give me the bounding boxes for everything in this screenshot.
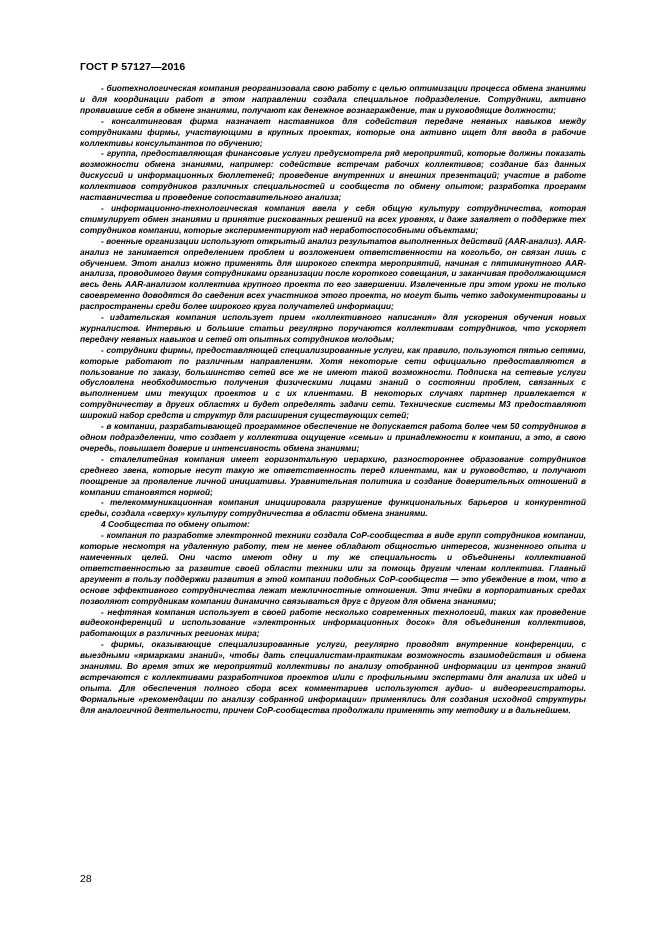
paragraph-services-conferences: - фирмы, оказывающие специализированные услуги, регулярно проводят внутренние конференции, с выездными «ярмарками знаний», чтобы дать специалистам-практикам возможность взаимодействия и обмена знаниями. Во время этих же мероприятий коллективы по анализу отобранной информации из центров знаний встречаются с коллективами разработчиков проектов и/или с профильными экспертами для анализа их идей и опыта. Для обеспечения полного сбора всех комментариев используются аудио- и видеорегистраторы. Формальные «рекомендации по анализу собранной информации» применялись для создания исходной структуры для аналогичной деятельности, причем CoP-сообщества продолжали применять эту методику и в дальнейшем. — [80, 639, 586, 715]
section-heading-communities: 4 Сообщества по обмену опытом: — [101, 519, 250, 530]
paragraph-oil: - нефтяная компания использует в своей работе несколько современных технологий, таких как проведение видеоконференций и использование «электронных информационных досок» для объединения коллективов, работающих в различных регионах мира; — [80, 606, 586, 639]
paragraph-software: - в компании, разрабатывающей программное обеспечение не допускается работа более чем 50 сотрудников в одном подразделении, что создает у коллектива ощущение «семьи» и принадлежности к компании, а это, в свою очередь, повышает доверие и интенсивность обмена знаниями; — [80, 421, 586, 453]
paragraph-electronics: - компания по разработке электронной техники создала CoP-сообщества в виде групп сотрудников компании, которые несмотря на удаленную работу, тем не менее обладают общностью интересов, жизненного опыта и намеченных целей. Они часто имеют одну и ту же специальность и объединены коллективной ответственностью за развитие своей области техники или за помощь другим членам коллектива. Главный аргумент в пользу поддержки развития в этой компании подобных CoP-сообществ — это убеждение в том, что в основе эффективного сотрудничества лежат межличностные отношения. Эти ячейки в корпоративных средах позволяют сотрудникам компании динамично связываться друг с другом для обмена знаниями; — [80, 530, 586, 606]
paragraph-financial: - группа, предоставляющая финансовые услуги предусмотрела ряд мероприятий, которые должны показать возможности обмена знаниями, например: содействие встречам рабочих коллективов; создание баз данных дискуссий и информационных бюллетеней; проведение внутренних и внешних презентаций; участие в работе коллективов сотрудников различных специальностей и сообществ по обмену опытом; разработка программ наставничества и проведение сопоставительного анализа; — [80, 148, 586, 203]
paragraph-military: - военные организации используют открытый анализ результатов выполненных действий (AAR-анализ). AAR-анализ не занимается определением проблем и возложением ответственности на когольбо, он связан лишь с обучением. Этот анализ можно применять для широкого спектра мероприятий, начиная с пятиминутного AAR-анализа, проводимого двумя сотрудниками организации после короткого совещания, и заканчивая продолжающимся весь день AAR-анализом коллектива крупного проекта по его завершении. Извлеченные при этом уроки не только своевременно доводятся до сведения всех участников этого проекта, но могут быть четко задокументированы и распространены среди более широкого круга получателей информации; — [80, 235, 586, 312]
page-number: 28 — [80, 873, 92, 885]
paragraph-steel: - сталелитейная компания имеет горизонтальную иерархию, разностороннее образование сотрудников среднего звена, которые несут такую же ответственность перед клиентами, как и руководство, и получают поощрение за проявление личной инициативы. Уравнительная политика и создание доверительных отношений в компании становятся нормой; — [80, 453, 586, 497]
paragraph-biotech: - биотехнологическая компания реорганизовала свою работу с целью оптимизации процесса обмена знаниями и для координации работ в этом направлении создала специальное подразделение. Сотрудники, активно проявившие себя в обмене знаниями, получают как денежное вознаграждение, так и руководящие должности; — [80, 83, 586, 115]
paragraph-telecom: - телекоммуникационная компания инициировала разрушение функциональных барьеров и конкурентной среды, создала «сверху» культуру сотрудничества в области обмена знаниями. — [80, 497, 586, 519]
body-text — [80, 83, 586, 716]
paragraph-it-company: - информационно-технологическая компания ввела у себя общую культуру сотрудничества, которая стимулирует обмен знаниями и принятие рискованных решений на всех уровнях, и даже заявляет о поддержке тех сотрудников компании, которые экспериментируют над неработоспособными объектами; — [80, 202, 586, 235]
document-header — [80, 61, 185, 73]
paragraph-publishing: - издательская компания использует прием «коллективного написания» для ускорения обучения новых журналистов. Интервью и большие статьи регулярно поручаются коллективам сотрудников, что ускоряет передачу неявных навыков и сетей от опытных сотрудников молодым; — [80, 312, 586, 344]
paragraph-services-networks: - сотрудники фирмы, предоставляющей специализированные услуги, как правило, пользуются пятью сетями, которые работают по различным направлениям. Хотя некоторые сети официально предоставляются в пользование по заказу, большинство сетей все же не имеют такой возможности. Подписка на сетевые услуги обусловлена необходимостью получения физическими лицами знаний о состоянии проблем, связанных с выполнением ими текущих проектов и с их клиентами. В некоторых случаях партнер привлекается к сотрудничеству в других областях и будет определять задачи сети. Технические системы M3 предоставляют широкий набор средств и структур для расширения существующих сетей; — [80, 344, 586, 421]
paragraph-consulting: - консалтинговая фирма назначает наставников для содействия передаче неявных навыков между сотрудниками фирмы, участвующими в крупных проектах, которые она активно ищет для ввода в рабочие коллективы консультантов по обучению; — [80, 115, 586, 148]
standard-designation: ГОСТ Р 57127—2016 — [80, 61, 186, 73]
